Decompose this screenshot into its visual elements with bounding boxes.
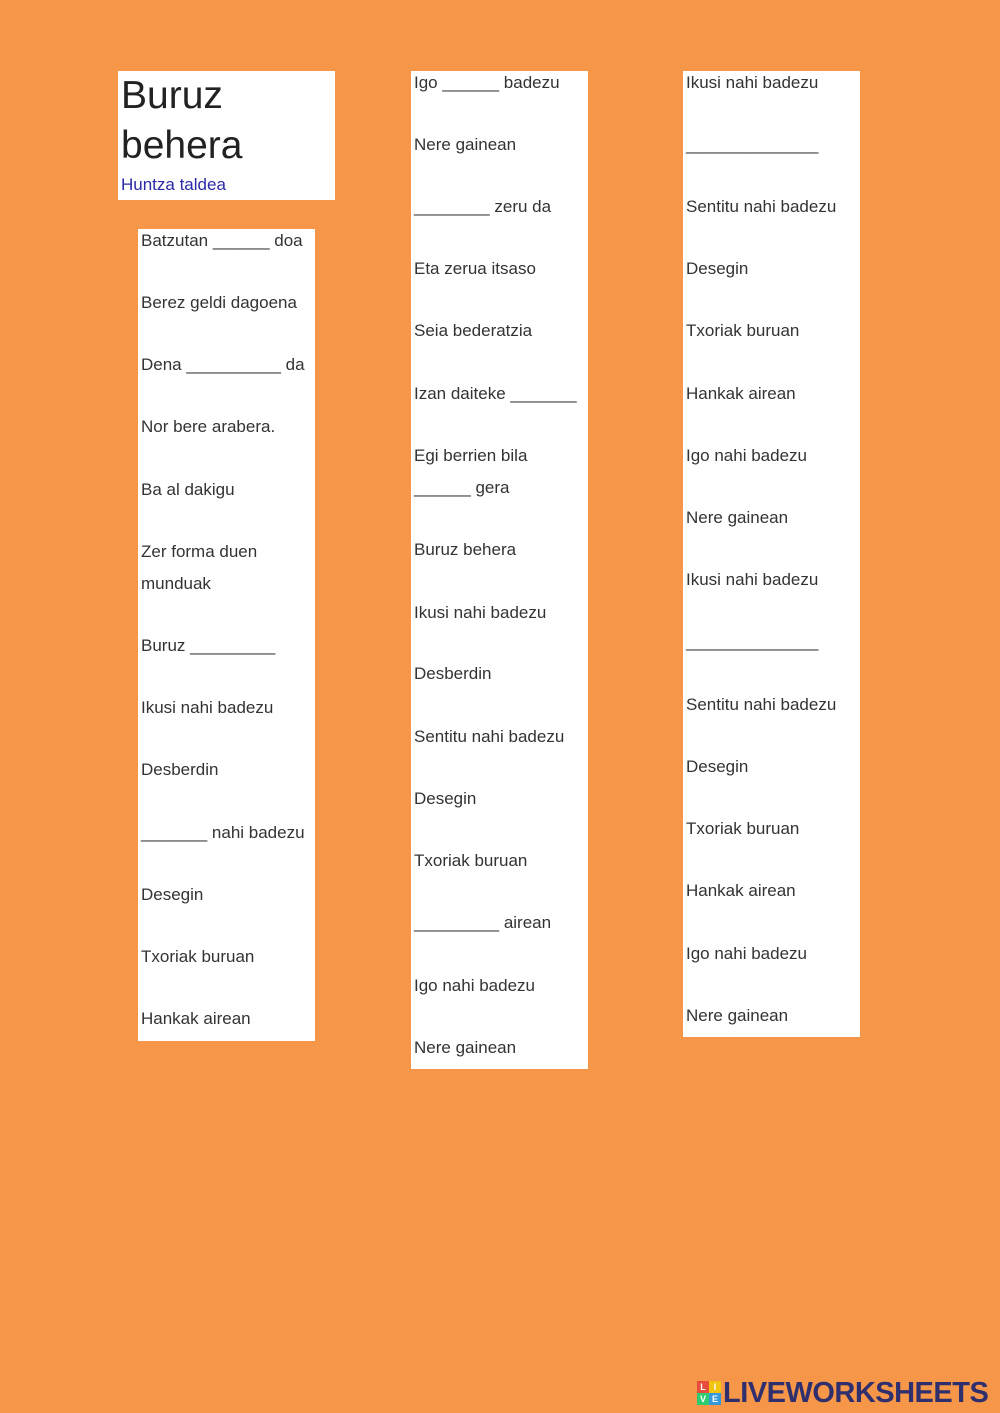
title-box: [118, 71, 335, 200]
lyric-line: ______ gera: [414, 478, 510, 497]
lyrics-column-1: [138, 229, 315, 1041]
lyric-line: Sentitu nahi badezu: [686, 695, 837, 714]
lyric-line: _______ nahi badezu: [141, 823, 305, 842]
lyric-line: Buruz behera: [414, 540, 517, 559]
logo-mark-icon: [697, 1381, 721, 1405]
liveworksheets-logo: [697, 1378, 988, 1408]
lyric-line: munduak: [141, 574, 211, 593]
lyric-line: Desberdin: [414, 664, 492, 683]
lyric-line: Eta zerua itsaso: [414, 259, 536, 278]
lyric-line: Desegin: [686, 259, 749, 278]
lyric-line: Igo nahi badezu: [414, 976, 535, 995]
logo-mark-letter: V: [697, 1393, 709, 1405]
lyric-line: Igo nahi badezu: [686, 446, 807, 465]
lyric-line: Nere gainean: [414, 1038, 517, 1057]
lyric-line: Txoriak buruan: [686, 819, 800, 838]
lyric-line: Txoriak buruan: [141, 947, 255, 966]
page-subtitle: Huntza taldea: [121, 175, 226, 194]
logo-mark-letter: E: [709, 1393, 721, 1405]
lyric-line: Hankak airean: [141, 1009, 251, 1028]
lyric-line: Nor bere arabera.: [141, 417, 276, 436]
lyric-line: Buruz _________: [141, 636, 276, 655]
lyric-line: Hankak airean: [686, 384, 796, 403]
lyric-line: Ba al dakigu: [141, 480, 235, 499]
lyric-line: Hankak airean: [686, 881, 796, 900]
lyric-line: Seia bederatzia: [414, 321, 533, 340]
lyric-line: Ikusi nahi badezu: [686, 570, 819, 589]
lyric-line: Dena __________ da: [141, 355, 305, 374]
lyric-line: Sentitu nahi badezu: [686, 197, 837, 216]
lyric-line: Nere gainean: [686, 508, 789, 527]
lyric-line: Batzutan ______ doa: [141, 231, 303, 250]
lyric-line: ______________: [686, 135, 819, 154]
logo-text: LIVEWORKSHEETS: [723, 1376, 989, 1409]
logo-mark-letter: L: [697, 1381, 709, 1393]
lyric-line: Egi berrien bila: [414, 446, 528, 465]
lyric-line: Izan daiteke _______: [414, 384, 577, 403]
logo-mark-letter: I: [709, 1381, 721, 1393]
lyric-line: Ikusi nahi badezu: [141, 698, 274, 717]
lyric-line: Sentitu nahi badezu: [414, 727, 565, 746]
lyric-line: ______________: [686, 632, 819, 651]
lyric-line: Desberdin: [141, 760, 219, 779]
lyric-line: Berez geldi dagoena: [141, 293, 297, 312]
lyric-line: Desegin: [414, 789, 477, 808]
lyric-line: _________ airean: [414, 913, 552, 932]
lyric-line: Ikusi nahi badezu: [414, 603, 547, 622]
lyric-line: Desegin: [141, 885, 204, 904]
lyric-line: Ikusi nahi badezu: [686, 73, 819, 92]
lyric-line: Txoriak buruan: [414, 851, 528, 870]
lyrics-column-2: [411, 71, 588, 1069]
lyric-line: Zer forma duen: [141, 542, 258, 561]
lyric-line: Igo nahi badezu: [686, 944, 807, 963]
lyrics-column-3: [683, 71, 860, 1037]
page-title: Buruz behera: [121, 74, 243, 167]
lyric-line: ________ zeru da: [414, 197, 552, 216]
lyric-line: Nere gainean: [414, 135, 517, 154]
lyric-line: Txoriak buruan: [686, 321, 800, 340]
lyric-line: Desegin: [686, 757, 749, 776]
lyric-line: Nere gainean: [686, 1006, 789, 1025]
lyric-line: Igo ______ badezu: [414, 73, 560, 92]
